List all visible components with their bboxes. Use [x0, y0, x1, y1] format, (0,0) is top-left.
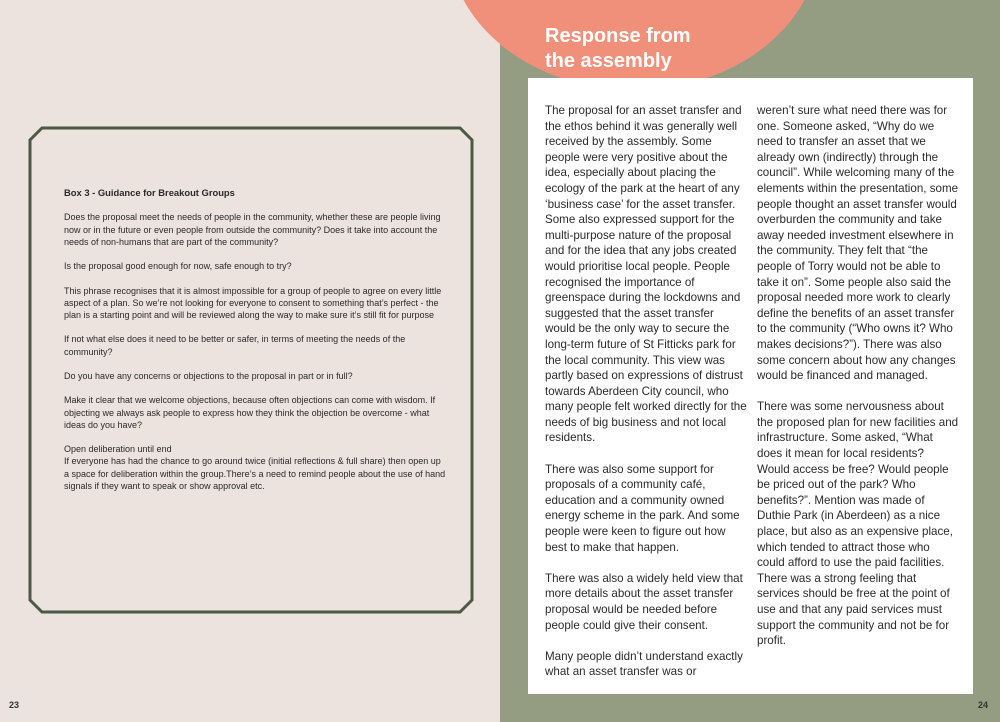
box-final-text: If everyone has had the chance to go around twice (initial reflections & full share) then open up a space for deliberation within the group.There’s a need to remind people about the use of hand signals if they want to speak or show approval etc.	[64, 456, 446, 491]
box-paragraph: If not what else does it need to be better or safer, in terms of meeting the needs of the community?	[64, 334, 406, 357]
column-paragraph: There was some nervousness about the proposed plan for new facilities and infrastructure. Some asked, “What does it mean for local residents? Would access be free? Would people be priced out of the park? Who benefits?”. Mention was made of Duthie Park (in Aberdeen) as a nice place, but also as an expensive place, which tended to attract those who could afford to use the paid facilities. There was a strong feeling that services should be free at the point of use and that any paid services must support the community and not be for profit.	[757, 400, 959, 648]
guidance-box-content	[64, 187, 448, 492]
box-title: Box 3 - Guidance for Breakout Groups	[64, 187, 235, 198]
column-paragraph: The proposal for an asset transfer and the ethos behind it was generally well received by the assembly. Some people were very positive about the idea, especially about placing the ecology of the park at the heart of any ‘business case’ for the asset transfer. Some also expressed support for the multi-purpose nature of the proposal and for the idea that any jobs created would prioritise local people. People recognised the importance of greenspace during the lockdowns and suggested that the asset transfer would be the only way to secure the long-term future of St Fitticks park for the local community. This view was partly based on expressions of distrust towards Aberdeen City council, who many people felt worked directly for the needs of big business and not local residents.	[545, 104, 747, 445]
column-paragraph: Many people didn’t understand exactly what an asset transfer was or	[545, 649, 743, 679]
page-title	[545, 24, 691, 74]
column-paragraph: There was also a widely held view that more details about the asset transfer proposal would be needed before people could give their consent.	[545, 571, 743, 632]
box-final-heading: Open deliberation until end	[64, 444, 172, 455]
box-paragraph: This phrase recognises that it is almost impossible for a group of people to agree on every little aspect of a plan. So we’re not looking for everyone to consent to something that’s perfect - the plan is a starting point and will be reviewed along the way to make sure it’s still fit for purpose	[64, 285, 442, 320]
box-paragraph: Is the proposal good enough for now, safe enough to try?	[64, 261, 292, 272]
response-column-2	[757, 103, 959, 664]
title-line-2: the assembly	[545, 50, 672, 72]
box-paragraph: Make it clear that we welcome objections, because often objections can come with wisdom. If objecting we always ask people to express how they think the objection be overcome - what ideas do you have?	[64, 395, 436, 430]
box-paragraph: Does the proposal meet the needs of people in the community, whether these are people living now or in the future or even people from outside the community? Does it take into account the needs of non-humans that are part of the community?	[64, 212, 441, 247]
column-paragraph: There was also some support for proposals of a community café, education and a community owned energy scheme in the park. And some people were keen to figure out how best to make that happen.	[545, 462, 740, 554]
title-line-1: Response from	[545, 25, 691, 47]
page-number-left: 23	[9, 700, 20, 710]
column-paragraph: weren’t sure what need there was for one. Someone asked, “Why do we need to transfer an asset that we already own (indirectly) through the council”. While welcoming many of the elements within the presentation, some people thought an asset transfer would overburden the community and take away needed investment elsewhere in the community. They felt that “the people of Torry would not be able to take it on”. Some people also said the proposal needed more work to clearly define the benefits of an asset transfer to the community (“Who owns it? Who makes decisions?”). There was also some concern about how any changes would be financed and managed.	[757, 104, 959, 383]
box-paragraph: Do you have any concerns or objections to the proposal in part or in full?	[64, 370, 353, 381]
page-number-right: 24	[977, 700, 988, 710]
response-column-1	[545, 103, 747, 696]
